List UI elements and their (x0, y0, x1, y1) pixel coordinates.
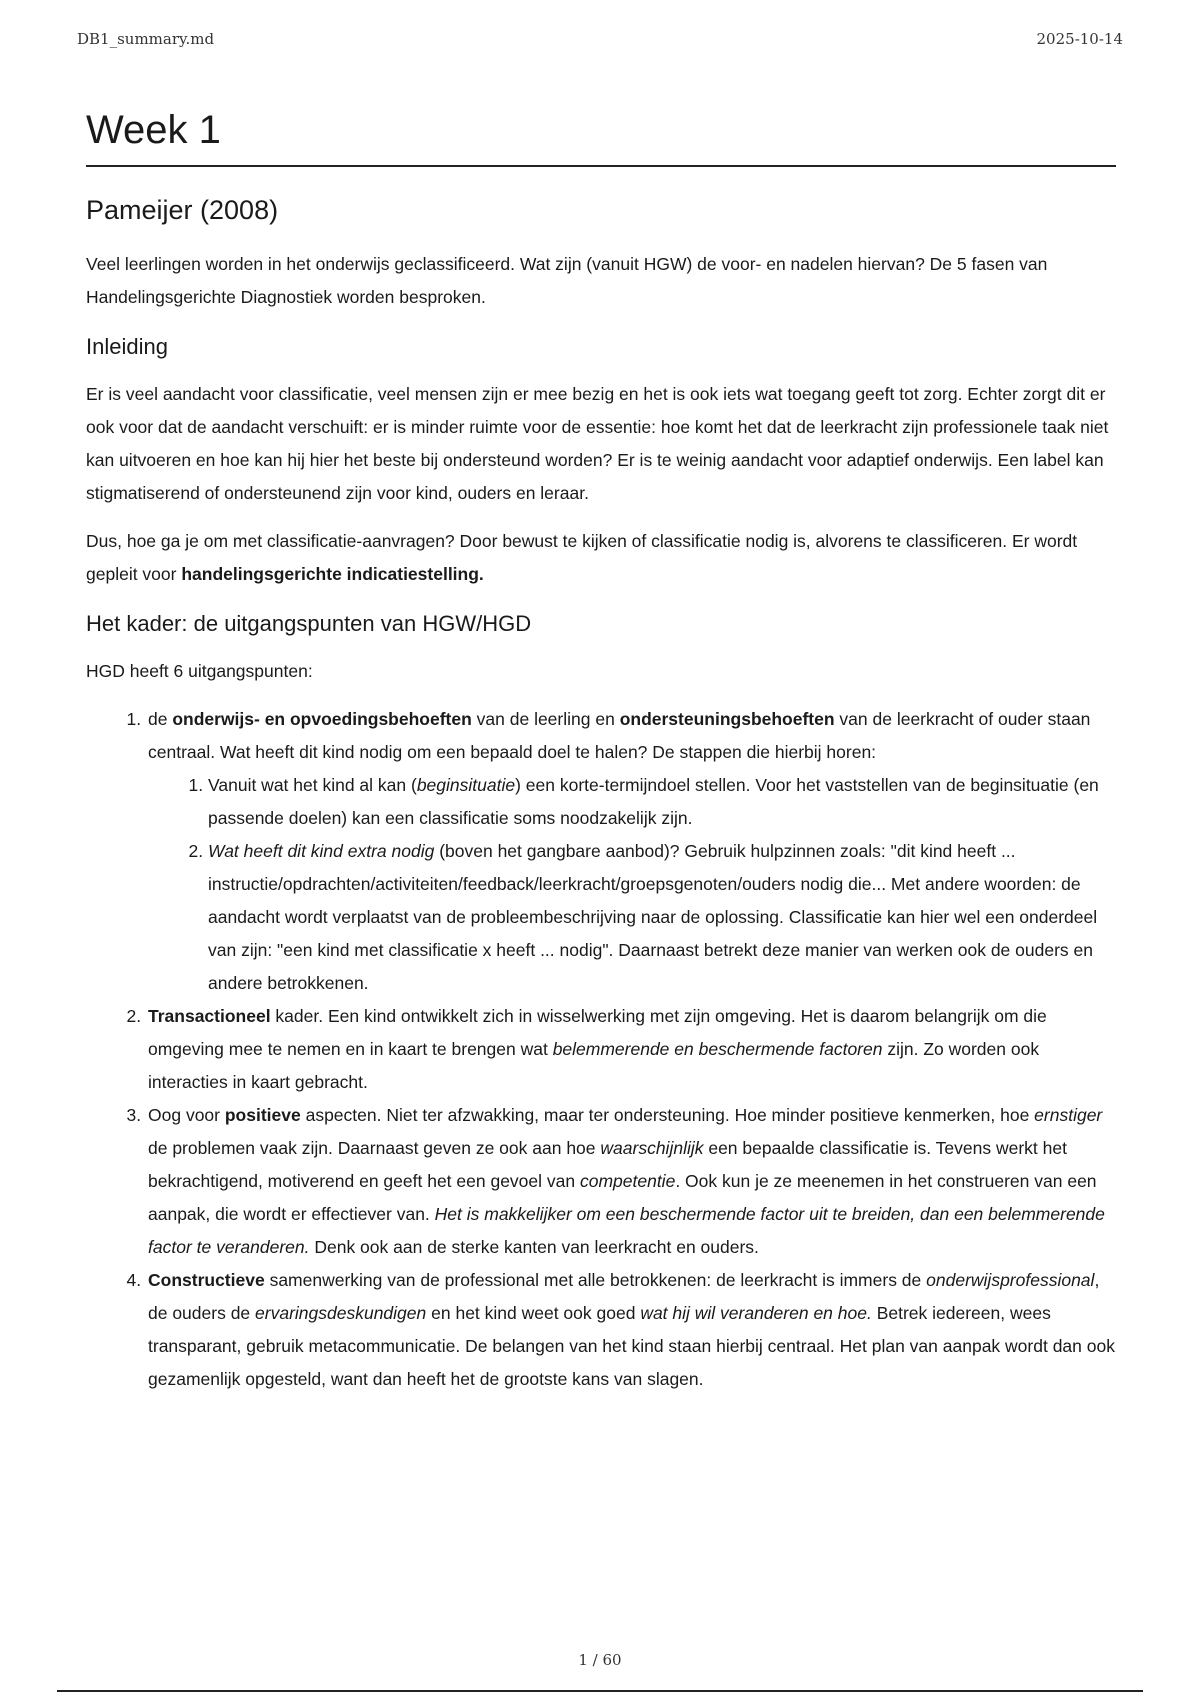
page-number: 1 / 60 (578, 1651, 622, 1669)
sub-list-item (208, 835, 1116, 1000)
inleiding-heading: Inleiding (86, 334, 168, 359)
item3-italic-1: ernstiger (1034, 1105, 1103, 1125)
uitgangspunten-list (86, 703, 1116, 1396)
item1-text-1: de (148, 709, 173, 729)
list-item (146, 1000, 1116, 1099)
list-item (146, 703, 1116, 1000)
sub2-italic-1: Wat heeft dit kind extra nodig (208, 841, 435, 861)
sub-list (148, 769, 1116, 1000)
item4-text-4: Betrek iedereen, wees transparant, gebruik metacommunicatie. De belangen van het kind staan hierbij centraal. Het plan van aanpak wordt dan ook gezamenlijk opgesteld, want dan heeft het de grootste kans van slagen. (148, 1303, 1115, 1389)
sub-list-item (208, 769, 1116, 835)
item4-italic-2: ervaringsdeskundigen (255, 1303, 427, 1323)
item3-bold-1: positieve (224, 1105, 301, 1125)
item4-italic-3: wat hij wil veranderen en hoe. (640, 1303, 872, 1323)
section-heading: Pameijer (2008) (86, 195, 279, 225)
page-title: Week 1 (86, 108, 1116, 167)
sub1-text-2: ) een korte-termijndoel stellen. Voor het vaststellen van de beginsituatie (en passende doelen) kan een classificatie soms noodzakelijk zijn. (208, 775, 1099, 828)
bottom-divider (57, 1690, 1143, 1692)
item1-bold-1: onderwijs- en opvoedingsbehoeften (172, 709, 472, 729)
item3-italic-3: competentie (579, 1171, 676, 1191)
item4-text-1: samenwerking van de professional met alle betrokkenen: de leerkracht is immers de (264, 1270, 927, 1290)
inleiding-paragraph-1: Er is veel aandacht voor classificatie, veel mensen zijn er mee bezig en het is ook iets wat toegang geeft tot zorg. Echter zorgt dit er ook voor dat de aandacht verschuift: er is minder ruimte voor de essentie: hoe komt het dat de leerkracht zijn professionele taak niet kan uitvoeren en hoe kan hij hier het beste bij ondersteund worden? Er is te weinig aandacht voor adaptief onderwijs. Een label kan stigmatiserend of ondersteunend zijn voor kind, ouders en leraar. (86, 384, 1109, 503)
item4-italic-1: onderwijsprofessional (926, 1270, 1095, 1290)
kader-lead: HGD heeft 6 uitgangspunten: (86, 661, 313, 681)
item3-text-1: Oog voor (148, 1105, 225, 1125)
list-item (146, 1264, 1116, 1396)
item3-text-3: de problemen vaak zijn. Daarnaast geven ze ook aan hoe (148, 1138, 601, 1158)
item2-italic-1: belemmerende en beschermende factoren (552, 1039, 883, 1059)
header-filename: DB1_summary.md (77, 30, 215, 48)
inleiding-paragraph-2 (86, 525, 1116, 591)
item4-text-2: , de ouders de (148, 1270, 1100, 1323)
section-intro: Veel leerlingen worden in het onderwijs geclassificeerd. Wat zijn (vanuit HGW) de voor- en nadelen hiervan? De 5 fasen van Handelingsgerichte Diagnostiek worden besproken. (86, 254, 1048, 307)
sub2-text-1: (boven het gangbare aanbod)? Gebruik hulpzinnen zoals: "dit kind heeft ... instructie/opdrachten/activiteiten/feedback/leerkracht/groepsgenoten/ouders nodig die... Met andere woorden: de aandacht wordt verplaatst van de probleembeschrijving naar de oplossing. Classificatie kan hier wel een onderdeel van zijn: "een kind met classificatie x heeft ... nodig". Daarnaast betrekt deze manier van werken ook de ouders en andere betrokkenen. (208, 841, 1098, 993)
item4-text-3: en het kind weet ook goed (426, 1303, 641, 1323)
item2-text-1: kader. Een kind ontwikkelt zich in wisselwerking met zijn omgeving. Het is daarom belangrijk om die omgeving mee te nemen en in kaart te brengen wat (148, 1006, 1047, 1059)
item3-text-6: Denk ook aan de sterke kanten van leerkracht en ouders. (309, 1237, 759, 1257)
document-content (86, 108, 1116, 1396)
header-date: 2025-10-14 (1036, 30, 1123, 48)
sub1-text-1: Vanuit wat het kind al kan ( (208, 775, 417, 795)
item3-text-5: . Ook kun je ze meenemen in het construeren van een aanpak, die wordt er effectiever van. (148, 1171, 1097, 1224)
item3-text-2: aspecten. Niet ter afzwakking, maar ter ondersteuning. Hoe minder positieve kenmerken, hoe (300, 1105, 1035, 1125)
item1-text-2: van de leerling en (471, 709, 620, 729)
item1-bold-2: ondersteuningsbehoeften (619, 709, 835, 729)
item3-italic-4: Het is makkelijker om een beschermende factor uit te breiden, dan een belemmerende factor te veranderen. (148, 1204, 1105, 1257)
inleiding-paragraph-2-bold: handelingsgerichte indicatiestelling. (181, 564, 484, 584)
page-header (77, 30, 1123, 48)
item2-bold-1: Transactioneel (148, 1006, 271, 1026)
item4-bold-1: Constructieve (148, 1270, 265, 1290)
item1-text-3: van de leerkracht of ouder staan centraal. Wat heeft dit kind nodig om een bepaald doel te halen? De stappen die hierbij horen: (148, 709, 1091, 762)
sub1-italic-1: beginsituatie (416, 775, 516, 795)
item2-text-2: zijn. Zo worden ook interacties in kaart gebracht. (148, 1039, 1040, 1092)
item3-italic-2: waarschijnlijk (600, 1138, 704, 1158)
inleiding-paragraph-2-text: Dus, hoe ga je om met classificatie-aanvragen? Door bewust te kijken of classificatie nodig is, alvorens te classificeren. Er wordt gepleit voor (86, 531, 1078, 584)
kader-heading: Het kader: de uitgangspunten van HGW/HGD (86, 611, 532, 636)
list-item (146, 1099, 1116, 1264)
item3-text-4: een bepaalde classificatie is. Tevens werkt het bekrachtigend, motiverend en geeft het een gevoel van (148, 1138, 1067, 1191)
